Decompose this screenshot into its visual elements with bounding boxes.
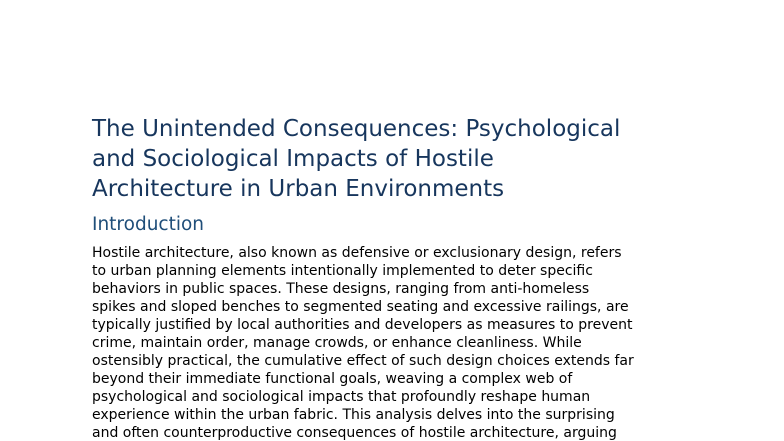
paragraph-line: behaviors in public spaces. These designs, ranging from anti-homeless (92, 281, 590, 297)
paragraph-line: psychological and sociological impacts that profoundly reshape human (92, 389, 591, 405)
paragraph-line: crime, maintain order, manage crowds, or enhance cleanliness. While (92, 335, 582, 351)
introduction-paragraph (92, 244, 696, 441)
paragraph-line: beyond their immediate functional goals, weaving a complex web of (92, 371, 573, 387)
paragraph-line: and often counterproductive consequences of hostile architecture, arguing (92, 425, 617, 441)
title-line: and Sociological Impacts of Hostile (92, 146, 494, 172)
paragraph-line: ostensibly practical, the cumulative effect of such design choices extends far (92, 353, 634, 369)
section-heading-introduction: Introduction (92, 214, 205, 235)
title-line: Architecture in Urban Environments (92, 176, 505, 202)
paragraph-line: to urban planning elements intentionally implemented to deter specific (92, 263, 593, 279)
document-title (92, 114, 696, 204)
paragraph-line: spikes and sloped benches to segmented seating and excessive railings, are (92, 299, 629, 315)
document-content (92, 114, 696, 441)
paragraph-line: experience within the urban fabric. This analysis delves into the surprising (92, 407, 615, 423)
paragraph-line: typically justified by local authorities and developers as measures to prevent (92, 317, 633, 333)
title-line: The Unintended Consequences: Psychological (92, 116, 621, 142)
paragraph-line: Hostile architecture, also known as defensive or exclusionary design, refers (92, 245, 622, 261)
